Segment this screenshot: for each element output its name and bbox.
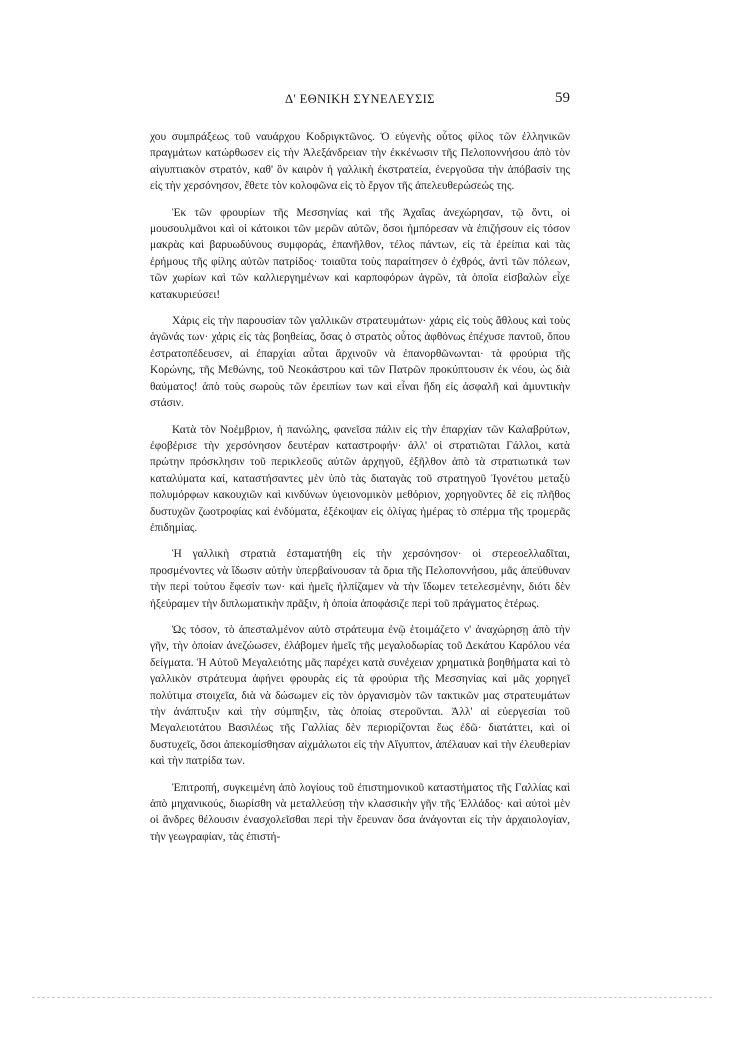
paragraph: χου συμπράξεως τοῦ ναυάρχου Κοδριγκτῶνος. Ὁ εὐγενὴς οὗτος φίλος τῶν ἑλληνικῶν πραγμάτων κατώρθωσεν εἰς τὴν Ἀλεξάνδρειαν τὴν ἐκκένωσιν τῆς Πελοποννήσου ἀπὸ τὸν αἰγυπτιακὸν στρατόν, καθ' ὃν καιρὸν ἡ γαλλικὴ ἐκστρατεία, ἐνεργοῦσα τὴν ἀπόβασίν της εἰς τὴν χερσόνησον, ἔθετε τὸν κολοφῶνα εἰς τὸ ἔργον τῆς ἀπελευθερώσεώς της. <box>150 131 570 193</box>
body-text <box>150 129 570 855</box>
chapter-title: Δ' ΕΘΝΙΚΗ ΣΥΝΕΛΕΥΣΙΣ <box>285 92 435 106</box>
running-header <box>150 92 570 112</box>
paragraph: Κατὰ τὸν Νοέμβριον, ἡ πανώλης, φανεῖσα πάλιν εἰς τὴν ἐπαρχίαν τῶν Καλαβρύτων, ἐφοβέρισε τὴν χερσόνησον δευτέραν καταστροφήν· ἀλλ' οἱ στρατιῶται Γάλλοι, κατὰ πρώτην πρόσκλησιν τοῦ περικλεοῦς αὐτῶν ἀρχηγοῦ, ἐξῆλθον ἀπὸ τὰ στρατιωτικά των καταλύματα καί, καταστήσαντες μὲν ὑπὸ τὰς διαταγὰς τοῦ στρατηγοῦ Ἰγονέτου μεταξὺ πολυμόρφων κακουχιῶν καὶ κινδύνων ὑγειονομικὸν μεθόριον, χορηγοῦντες δὲ εἰς πλῆθος δυστυχῶν ζωοτροφίας καὶ ἐνδύματα, ἐξέκοψαν εἰς ὀλίγας ἡμέρας τὸ σπέρμα τῆς τρομερᾶς ἐπιδημίας. <box>150 423 570 534</box>
paragraph: Ὡς τόσον, τὸ ἀπεσταλμένον αὐτὸ στράτευμα ἐνῷ ἑτοιμάζετο ν' ἀναχώρησῃ ἀπὸ τὴν γῆν, τὴν ὁποίαν ἀνεζώωσεν, ἐλάβομεν ἡμεῖς τῆς μεγαλοδωρίας τοῦ Δεκάτου Καρόλου νέα δείγματα. Ἡ Αὐτοῦ Μεγαλειότης μᾶς παρέχει κατὰ συνέχειαν χρηματικὰ βοηθήματα καὶ τὸ γαλλικὸν στράτευμα ἀφήνει φρουρὰς εἰς τὰ φρούρια τῆς Μεσσηνίας καὶ μᾶς χορηγεῖ πολύτιμα στοιχεῖα, διὰ νὰ δώσωμεν εἰς τὸν ὀργανισμὸν τῶν τακτικῶν μας στρατευμάτων τὴν ἀνάπτυξιν καὶ τὴν σύμπηξιν, τὰς ὁποίας στεροῦνται. Ἀλλ' αἱ εὐεργεσίαι τοῦ Μεγαλειοτάτου Βασιλέως τῆς Γαλλίας δὲν περιορίζονται ἕως ἐδῶ· διατάττει, καὶ οἱ δυστυχεῖς, ὅσοι ἀπεκομίσθησαν αἰχμάλωτοι εἰς τὴν Αἴγυπτον, ἀπέλαυαν καὶ τὴν ἐλευθερίαν καὶ τὴν πατρίδα των. <box>150 623 570 768</box>
paragraph: Ἡ γαλλικὴ στρατιὰ ἐσταματήθη εἰς τὴν χερσόνησον· οἱ στερεοελλαδῖται, προσμένοντες νὰ ἴδωσιν αὐτὴν ὑπερβαίνουσαν τὰ ὅρια τῆς Πελοποννήσου, μᾶς ἀπεύθυναν τὴν περὶ τούτου ἔφεσίν των· καὶ ἡμεῖς ἠλπίζαμεν νὰ τὴν ἴδωμεν τετελεσμένην, διότι δὲν ἠξεύραμεν τὴν διπλωματικὴν πρᾶξιν, ἡ ὁποία ἀποφάσιζε περὶ τοῦ πράγματος ἑτέρως. <box>150 548 570 610</box>
page-number: 59 <box>555 90 570 106</box>
scan-edge-divider <box>32 997 712 1000</box>
paragraph: Ἐκ τῶν φρουρίων τῆς Μεσσηνίας καὶ τῆς Ἀχαΐας ἀνεχώρησαν, τῷ ὄντι, οἱ μουσουλμᾶνοι καὶ οἱ κάτοικοι τῶν μερῶν αὐτῶν, ὅσοι ἠμπόρεσαν νὰ ἐπιζήσουν εἰς τόσον μακρὰς καὶ βαρυωδύνους συμφοράς, ἐπανῆλθον, τέλος πάντων, εἰς τὰ ἐρείπια καὶ τὰς ἐρήμους τῆς φίλης αὐτῶν πατρίδος· τοιαῦτα τοὺς παραίτησεν ὁ ἐχθρός, ἀντὶ τῶν πόλεων, τῶν χωρίων καὶ τῶν καλλιεργημένων καὶ καρποφόρων ἀγρῶν, τὰ ὁποῖα εἰσβαλὼν εἶχε κατακυριεύσει! <box>150 206 570 301</box>
paragraph: Χάρις εἰς τὴν παρουσίαν τῶν γαλλικῶν στρατευμάτων· χάρις εἰς τοὺς ἄθλους καὶ τοὺς ἀγῶνάς των· χάρις εἰς τὰς βοηθείας, ὅσας ὁ στρατὸς οὗτος ἀφθόνως ἐπέχυσε παντοῦ, ὅπου ἐστρατοπέδευσεν, αἱ ἐπαρχίαι αὗται ἄρχινοῦν νὰ ἐπανορθῶνωνται· τὰ φρούρια τῆς Κορώνης, τῆς Μεθώνης, τοῦ Νεοκάστρου καὶ τῶν Πατρῶν προκύπτουσιν ἐκ νέου, ὡς διὰ θαύματος! ἀπὸ τοὺς σωροὺς τῶν ἐρειπίων των καὶ εἶναι ἤδη εἰς ἀσφαλῆ καὶ ἀμυντικὴν στάσιν. <box>150 315 570 410</box>
paragraph: Ἐπιτροπή, συγκειμένη ἀπὸ λογίους τοῦ ἐπιστημονικοῦ καταστήματος τῆς Γαλλίας καὶ ἀπὸ μηχανικούς, διωρίσθη νὰ μεταλλεύσῃ τὴν κλασσικὴν γῆν τῆς Ἑλλάδος· καὶ αὐτοὶ μὲν οἱ ἄνδρες θέλουσιν ἐνασχολεῖσθαι περὶ τὴν ἔρευναν ὅσα ἀνάγονται εἰς τὴν ἀρχαιολογίαν, τὴν γεωγραφίαν, τὰς ἐπιστή- <box>150 781 570 843</box>
